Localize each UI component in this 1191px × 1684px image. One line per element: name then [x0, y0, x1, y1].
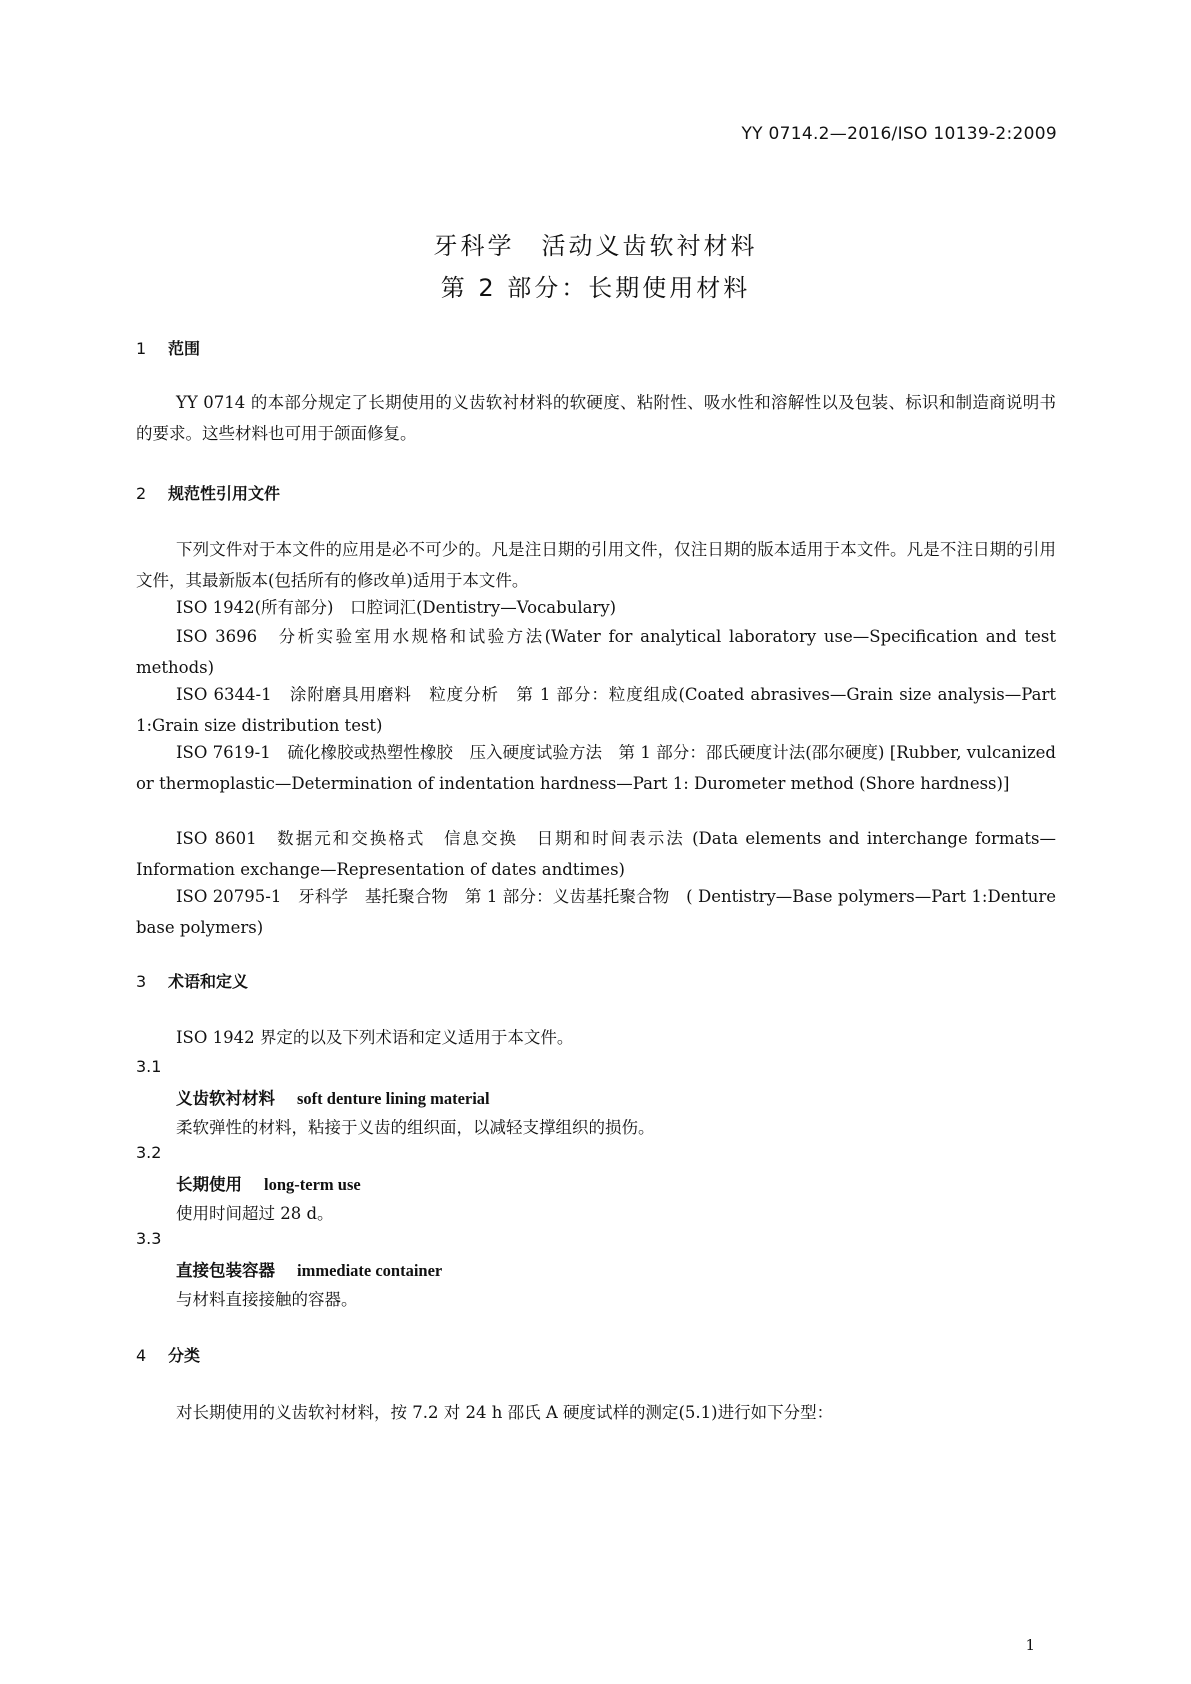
- term-cn: 长期使用: [176, 1175, 242, 1194]
- normative-reference: ISO 3696 分析实验室用水规格和试验方法(Water for analytical laboratory use—Specification and test methods): [136, 627, 1056, 677]
- section-title: 分类: [168, 1346, 201, 1365]
- normative-reference: ISO 6344-1 涂附磨具用磨料 粒度分析 第 1 部分：粒度组成(Coated abrasives—Grain size analysis—Part 1:Grain size distribution test): [136, 685, 1056, 735]
- section-2-heading: [136, 481, 280, 504]
- section-3-intro: [136, 1022, 1056, 1053]
- normative-reference: ISO 1942(所有部分) 口腔词汇(Dentistry—Vocabulary): [176, 598, 617, 617]
- section-number: 3: [136, 972, 147, 991]
- section-1-paragraph: [136, 387, 1056, 449]
- term-definition: 与材料直接接触的容器。: [176, 1290, 358, 1309]
- term-heading: [176, 1257, 442, 1281]
- term-en: soft denture lining material: [297, 1089, 490, 1108]
- term-number: 3.1: [136, 1057, 162, 1076]
- section-number: 4: [136, 1346, 147, 1365]
- term-en: long-term use: [264, 1175, 361, 1194]
- section-title: 规范性引用文件: [168, 484, 281, 503]
- section-4-heading: [136, 1343, 200, 1366]
- term-number: 3.2: [136, 1143, 162, 1162]
- paragraph-text: ISO 1942 界定的以及下列术语和定义适用于本文件。: [176, 1028, 574, 1047]
- normative-reference: ISO 20795-1 牙科学 基托聚合物 第 1 部分：义齿基托聚合物 ( Dentistry—Base polymers—Part 1:Denture base polymers): [136, 887, 1056, 937]
- section-4-paragraph: [136, 1397, 1056, 1428]
- section-1-heading: [136, 336, 200, 359]
- paragraph-text: YY 0714 的本部分规定了长期使用的义齿软衬材料的软硬度、粘附性、吸水性和溶解性以及包装、标识和制造商说明书的要求。这些材料也可用于颌面修复。: [136, 393, 1056, 443]
- paragraph-text: 下列文件对于本文件的应用是必不可少的。凡是注日期的引用文件，仅注日期的版本适用于本文件。凡是不注日期的引用文件，其最新版本(包括所有的修改单)适用于本文件。: [136, 540, 1056, 590]
- term-heading: [176, 1171, 361, 1195]
- section-number: 2: [136, 484, 147, 503]
- paragraph-text: 对长期使用的义齿软衬材料，按 7.2 对 24 h 邵氏 A 硬度试样的测定(5.1)进行如下分型：: [176, 1403, 834, 1422]
- term-cn: 直接包装容器: [176, 1261, 275, 1280]
- section-title: 术语和定义: [168, 972, 249, 991]
- term-en: immediate container: [297, 1261, 443, 1280]
- normative-reference: ISO 7619-1 硫化橡胶或热塑性橡胶 压入硬度试验方法 第 1 部分：邵氏硬度计法(邵尔硬度) [Rubber, vulcanized or thermoplastic—Determination of indentation hardness—Part 1: Durometer method (Shore hardness)]: [136, 743, 1056, 793]
- document-title-line2: 第 2 部分：长期使用材料: [440, 274, 751, 302]
- term-definition: 使用时间超过 28 d。: [176, 1204, 334, 1223]
- normative-reference: ISO 8601 数据元和交换格式 信息交换 日期和时间表示法 (Data elements and interchange formats—Information exchange—Representation of dates andtimes): [136, 829, 1056, 879]
- section-3-heading: [136, 969, 248, 992]
- term-heading: [176, 1085, 490, 1109]
- standard-code: YY 0714.2—2016/ISO 10139-2:2009: [741, 124, 1057, 144]
- document-title-line1: 牙科学 活动义齿软衬材料: [433, 232, 758, 260]
- term-number: 3.3: [136, 1229, 162, 1248]
- section-2-intro: [136, 534, 1056, 596]
- section-title: 范围: [168, 339, 201, 358]
- term-definition: 柔软弹性的材料，粘接于义齿的组织面，以减轻支撑组织的损伤。: [176, 1118, 655, 1137]
- term-cn: 义齿软衬材料: [176, 1089, 275, 1108]
- section-number: 1: [136, 339, 147, 358]
- page-number: 1: [1025, 1636, 1035, 1654]
